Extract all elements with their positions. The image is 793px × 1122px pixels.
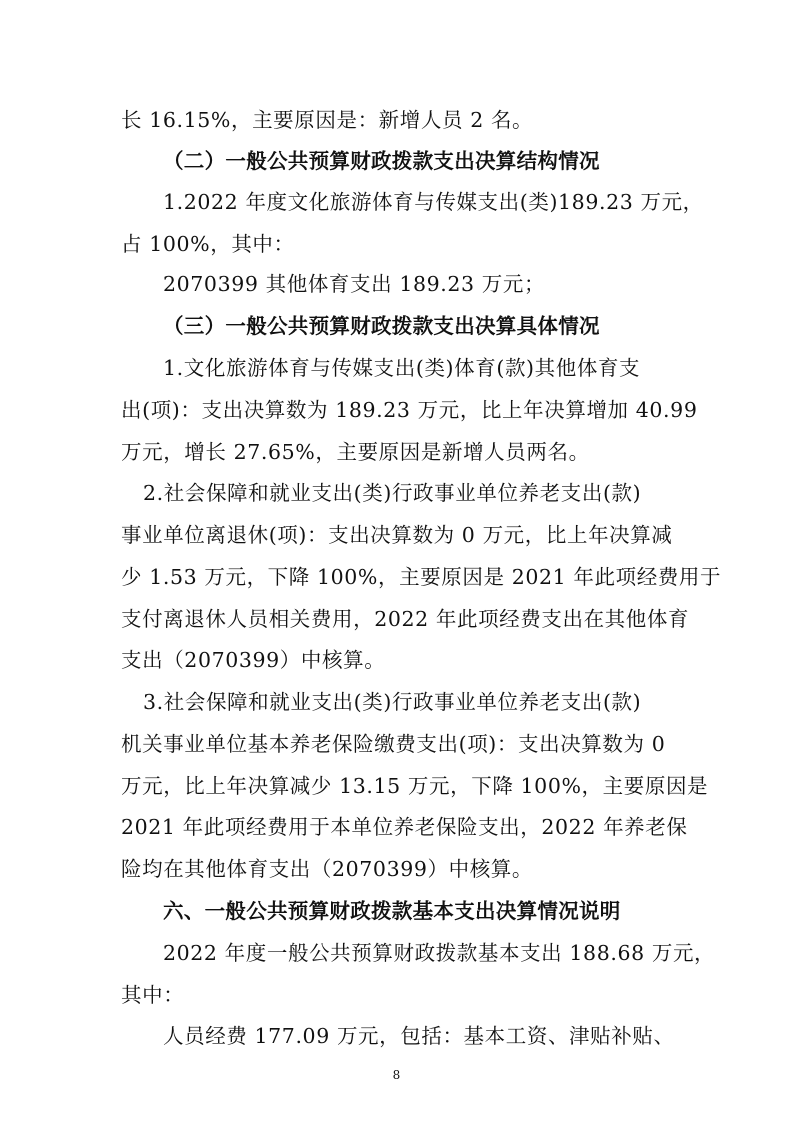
paragraph-line: 1.2022 年度文化旅游体育与传媒支出(类)189.23 万元，: [163, 190, 704, 214]
paragraph-line: 出(项)：支出决算数为 189.23 万元，比上年决算增加 40.99: [121, 398, 698, 422]
paragraph-line: 2070399 其他体育支出 189.23 万元；: [163, 272, 546, 296]
page-number: 8: [392, 1068, 401, 1082]
section-heading-structure: （二）一般公共预算财政拨款支出决算结构情况: [163, 149, 600, 173]
section-heading-details: （三）一般公共预算财政拨款支出决算具体情况: [163, 314, 600, 338]
paragraph-line: 支付离退休人员相关费用，2022 年此项经费支出在其他体育: [121, 607, 690, 631]
paragraph-line: 3.社会保障和就业支出(类)行政事业单位养老支出(款): [143, 690, 642, 714]
paragraph-line: 2.社会保障和就业支出(类)行政事业单位养老支出(款): [143, 481, 642, 505]
paragraph-line: 其中：: [121, 983, 185, 1007]
paragraph-line: 占 100%，其中：: [121, 232, 295, 256]
paragraph-line: 万元，比上年决算减少 13.15 万元，下降 100%，主要原因是: [121, 774, 709, 798]
paragraph-line: 机关事业单位基本养老保险缴费支出(项)：支出决算数为 0: [121, 732, 666, 756]
section-heading-basic-expenditure: 六、一般公共预算财政拨款基本支出决算情况说明: [163, 899, 621, 923]
paragraph-line: 支出（2070399）中核算。: [121, 648, 386, 672]
paragraph-line: 少 1.53 万元，下降 100%，主要原因是 2021 年此项经费用于: [121, 565, 722, 589]
paragraph-line: 2022 年度一般公共预算财政拨款基本支出 188.68 万元，: [163, 941, 716, 965]
paragraph-line: 险均在其他体育支出（2070399）中核算。: [121, 857, 533, 881]
paragraph-line: 2021 年此项经费用于本单位养老保险支出，2022 年养老保: [121, 815, 688, 839]
paragraph-line: 万元，增长 27.65%，主要原因是新增人员两名。: [121, 440, 590, 464]
paragraph-line: 1.文化旅游体育与传媒支出(类)体育(款)其他体育支: [163, 356, 641, 380]
paragraph-line: 长 16.15%，主要原因是：新增人员 2 名。: [121, 108, 534, 132]
paragraph-line: 人员经费 177.09 万元，包括：基本工资、津贴补贴、: [163, 1024, 675, 1048]
paragraph-line: 事业单位离退休(项)：支出决算数为 0 万元，比上年决算减: [121, 523, 673, 547]
